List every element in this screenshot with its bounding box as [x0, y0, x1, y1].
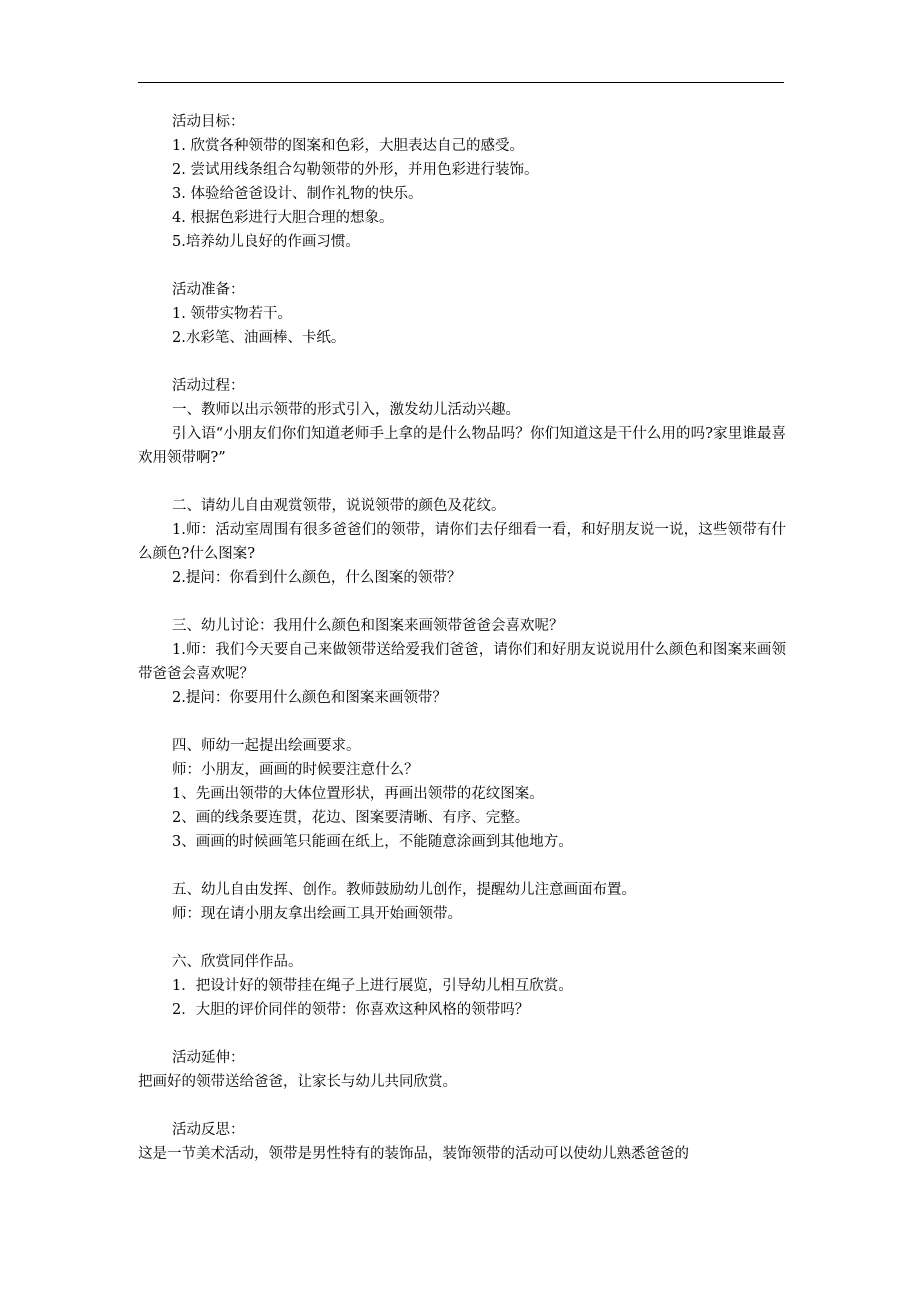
preparation-item: 1. 领带实物若干。 [172, 306, 292, 322]
reflection-text: 这是一节美术活动，领带是男性特有的装饰品，装饰领带的活动可以使幼儿熟悉爸爸的 [138, 1146, 689, 1162]
paragraph-gap [138, 350, 786, 374]
paragraph-gap [138, 1094, 786, 1118]
document-body [138, 110, 786, 1166]
paragraph-gap [138, 590, 786, 614]
goal-item: 1. 欣赏各种领带的图案和色彩，大胆表达自己的感受。 [172, 138, 524, 154]
step-text: 1、先画出领带的大体位置形状，再画出领带的花纹图案。 [172, 786, 544, 802]
goal-item: 2. 尝试用线条组合勾勒领带的外形，并用色彩进行装饰。 [172, 162, 539, 178]
step-heading: 三、幼儿讨论：我用什么颜色和图案来画领带爸爸会喜欢呢？ [172, 618, 564, 634]
section-goals [138, 110, 786, 254]
step-text: 2.提问：你看到什么颜色，什么图案的领带？ [172, 570, 462, 586]
section-step-4 [138, 734, 786, 854]
section-preparation [138, 278, 786, 350]
section-step-5 [138, 878, 786, 926]
step-text: 2、画的线条要连贯，花边、图案要清晰、有序、完整。 [172, 810, 530, 826]
goal-item: 3. 体验给爸爸设计、制作礼物的快乐。 [172, 186, 423, 202]
section-step-6 [138, 950, 786, 1022]
section-heading: 活动反思： [172, 1122, 245, 1138]
section-process [138, 374, 786, 470]
step-text: 3、画画的时候画笔只能画在纸上，不能随意涂画到其他地方。 [172, 834, 573, 850]
section-step-2 [138, 494, 786, 590]
paragraph-gap [138, 1022, 786, 1046]
section-heading: 活动目标： [172, 114, 245, 130]
paragraph-gap [138, 926, 786, 950]
step-heading: 五、幼儿自由发挥、创作。教师鼓励幼儿创作，提醒幼儿注意画面布置。 [172, 882, 636, 898]
extension-text: 把画好的领带送给爸爸，让家长与幼儿共同欣赏。 [138, 1074, 457, 1090]
goal-item: 5.培养幼儿良好的作画习惯。 [172, 234, 360, 250]
step-text: 2．大胆的评价同伴的领带：你喜欢这种风格的领带吗？ [172, 1002, 530, 1018]
section-heading: 活动准备： [172, 282, 245, 298]
step-text: 1．把设计好的领带挂在绳子上进行展览，引导幼儿相互欣赏。 [172, 978, 573, 994]
preparation-item: 2.水彩笔、油画棒、卡纸。 [172, 330, 346, 346]
goal-item: 4. 根据色彩进行大胆合理的想象。 [172, 210, 394, 226]
section-heading: 活动延伸： [172, 1050, 245, 1066]
step-text: 1.师：我们今天要自己来做领带送给爱我们爸爸，请你们和好朋友说说用什么颜色和图案来画领带爸爸会喜欢呢？ [138, 642, 786, 682]
step-heading: 六、欣赏同伴作品。 [172, 954, 303, 970]
paragraph-gap [138, 854, 786, 878]
process-text: 引入语“小朋友们你们知道老师手上拿的是什么物品吗？你们知道这是干什么用的吗?家里谁最喜欢用领带啊?” [138, 426, 786, 466]
step-text: 2.提问：你要用什么颜色和图案来画领带？ [172, 690, 447, 706]
step-text: 1.师：活动室周围有很多爸爸们的领带，请你们去仔细看一看，和好朋友说一说，这些领带有什么颜色?什么图案? [138, 522, 786, 562]
step-heading: 四、师幼一起提出绘画要求。 [172, 738, 361, 754]
section-extension [138, 1046, 786, 1094]
step-heading: 二、请幼儿自由观赏领带，说说领带的颜色及花纹。 [172, 498, 506, 514]
paragraph-gap [138, 710, 786, 734]
step-text: 师：现在请小朋友拿出绘画工具开始画领带。 [172, 906, 462, 922]
section-step-3 [138, 614, 786, 710]
section-reflection [138, 1118, 786, 1166]
process-step: 一、教师以出示领带的形式引入，激发幼儿活动兴趣。 [172, 402, 520, 418]
step-text: 师：小朋友，画画的时候要注意什么？ [172, 762, 419, 778]
section-heading: 活动过程： [172, 378, 245, 394]
paragraph-gap [138, 470, 786, 494]
header-rule [138, 82, 784, 83]
paragraph-gap [138, 254, 786, 278]
